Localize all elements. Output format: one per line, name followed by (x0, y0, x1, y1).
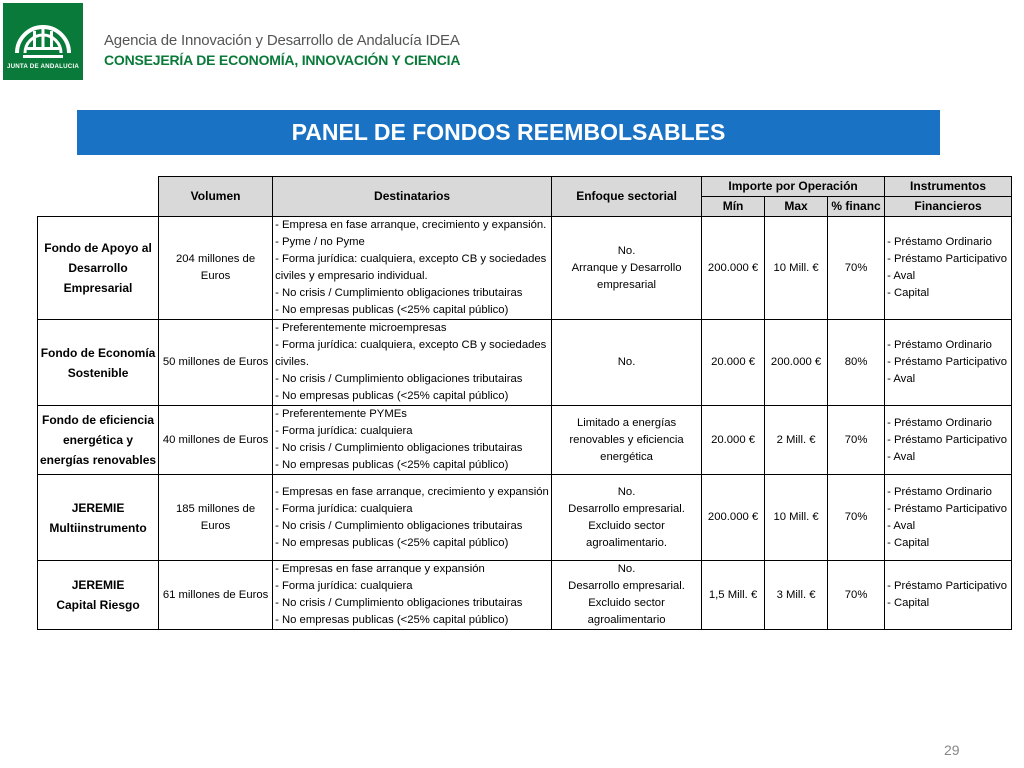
fund-enfoque (552, 320, 702, 406)
fund-instrumentos-line: - Préstamo Ordinario (887, 416, 992, 429)
fund-destinatarios-line: - No crisis / Cumplimiento obligaciones tributairas (275, 519, 523, 532)
fund-instrumentos-line: - Préstamo Participativo (887, 502, 1007, 515)
fund-enfoque (552, 217, 702, 320)
fund-instrumentos-line: - Préstamo Participativo (887, 580, 1007, 592)
fund-destinatarios (273, 406, 552, 475)
fund-enfoque-line: Desarrollo empresarial. (568, 502, 685, 515)
table-row (38, 320, 1012, 406)
fund-destinatarios-line: - Forma jurídica: cualquiera (275, 580, 413, 592)
junta-andalucia-logo (3, 3, 83, 80)
fund-max: 3 Mill. € (765, 561, 828, 630)
fund-volumen: 204 millones de Euros (159, 217, 273, 320)
fund-instrumentos (885, 217, 1012, 320)
fund-instrumentos-line: - Aval (887, 270, 916, 282)
fund-destinatarios-line: - Empresas en fase arranque, crecimiento y expansión (275, 485, 549, 498)
fund-enfoque-line: empresarial (597, 278, 657, 291)
fund-min: 200.000 € (702, 217, 765, 320)
fund-name-line: Sostenible (67, 365, 129, 380)
fund-enfoque-line: agroalimentario. (586, 536, 668, 549)
fund-name-line: energías renovables (40, 453, 157, 467)
fund-max: 10 Mill. € (765, 217, 828, 320)
fund-destinatarios-line: - No empresas publicas (<25% capital público) (275, 459, 509, 471)
fund-enfoque-line: No. (617, 356, 636, 368)
fund-instrumentos-line: - Aval (887, 450, 916, 463)
page-title: PANEL DE FONDOS REEMBOLSABLES (77, 110, 940, 155)
fund-instrumentos (885, 406, 1012, 475)
fund-name (38, 561, 159, 630)
fund-instrumentos-line: - Capital (887, 597, 930, 609)
fund-instrumentos (885, 320, 1012, 406)
funds-table (37, 176, 1012, 630)
fund-instrumentos (885, 561, 1012, 630)
fund-enfoque-line: Limitado a energías (576, 416, 677, 429)
fund-name-line: Empresarial (63, 281, 133, 295)
header-financieros: Financieros (885, 197, 1012, 217)
fund-instrumentos-line: - Préstamo Participativo (887, 433, 1007, 446)
fund-enfoque-line: No. (617, 485, 636, 498)
header-destinatarios: Destinatarios (273, 177, 552, 217)
fund-instrumentos-line: - Capital (887, 287, 930, 299)
fund-name-line: Fondo de eficiencia (42, 413, 155, 427)
fund-destinatarios-line: - Pyme / no Pyme (275, 236, 365, 248)
header-max: Max (765, 197, 828, 217)
fund-financ: 70% (828, 561, 885, 630)
fund-name-line: Desarrollo (68, 261, 128, 275)
fund-instrumentos-line: - Préstamo Ordinario (887, 485, 992, 498)
header-importe: Importe por Operación (702, 177, 885, 197)
fund-destinatarios-line: - Preferentemente microempresas (275, 322, 447, 334)
fund-name (38, 320, 159, 406)
fund-enfoque-line: energética (600, 450, 653, 463)
fund-instrumentos-line: - Capital (887, 536, 930, 549)
fund-enfoque (552, 561, 702, 630)
fund-destinatarios-line: - No crisis / Cumplimiento obligaciones tributairas (275, 597, 523, 609)
table-row (38, 475, 1012, 561)
fund-destinatarios (273, 475, 552, 561)
arch-emblem-icon (3, 3, 83, 63)
fund-max: 10 Mill. € (765, 475, 828, 561)
fund-destinatarios-line: - No crisis / Cumplimiento obligaciones tributairas (275, 287, 523, 299)
agency-name: Agencia de Innovación y Desarrollo de Andalucía IDEA (104, 32, 460, 49)
fund-destinatarios (273, 561, 552, 630)
table-row (38, 561, 1012, 630)
logo-text: JUNTA DE ANDALUCIA (6, 63, 80, 70)
table-row (38, 406, 1012, 475)
fund-enfoque-line: agroalimentario (587, 614, 666, 626)
fund-enfoque-line: No. (617, 244, 636, 257)
fund-enfoque (552, 406, 702, 475)
fund-destinatarios-line: - No empresas publicas (<25% capital público) (275, 390, 509, 402)
fund-enfoque-line: No. (617, 563, 636, 575)
header-financ: % financ (828, 197, 885, 217)
consejeria-name: CONSEJERÍA DE ECONOMÍA, INNOVACIÓN Y CIENCIA (104, 52, 461, 68)
fund-enfoque-line: Excluido sector (588, 597, 665, 609)
fund-destinatarios-line: - No empresas publicas (<25% capital público) (275, 536, 509, 549)
fund-name-line: Capital Riesgo (56, 598, 140, 612)
fund-destinatarios (273, 217, 552, 320)
fund-instrumentos-line: - Préstamo Participativo (887, 356, 1007, 368)
fund-instrumentos-line: - Aval (887, 519, 916, 532)
fund-name-line: Fondo de Economía (40, 345, 156, 360)
fund-volumen: 185 millones de Euros (159, 475, 273, 561)
header-enfoque: Enfoque sectorial (552, 177, 702, 217)
fund-destinatarios-line: - Forma jurídica: cualquiera, excepto CB y sociedades civiles y empresario individual. (275, 253, 547, 282)
fund-financ: 70% (828, 406, 885, 475)
fund-min: 200.000 € (702, 475, 765, 561)
header-min: Mín (702, 197, 765, 217)
fund-enfoque (552, 475, 702, 561)
fund-name (38, 475, 159, 561)
header-instrumentos: Instrumentos (885, 177, 1012, 197)
fund-min: 1,5 Mill. € (702, 561, 765, 630)
fund-volumen: 50 millones de Euros (159, 320, 273, 406)
fund-destinatarios (273, 320, 552, 406)
fund-min: 20.000 € (702, 406, 765, 475)
fund-name-line: energética y (63, 433, 134, 447)
page-number: 29 (944, 742, 960, 758)
fund-name (38, 406, 159, 475)
fund-destinatarios-line: - Forma jurídica: cualquiera, excepto CB y sociedades civiles. (275, 339, 547, 368)
fund-enfoque-line: Arranque y Desarrollo (571, 261, 682, 274)
fund-destinatarios-line: - Empresas en fase arranque y expansión (275, 563, 485, 575)
fund-enfoque-line: renovables y eficiencia (569, 433, 684, 446)
fund-volumen: 61 millones de Euros (159, 561, 273, 630)
table-row (38, 217, 1012, 320)
fund-destinatarios-line: - No empresas publicas (<25% capital público) (275, 304, 509, 316)
fund-destinatarios-line: - Forma jurídica: cualquiera (275, 502, 413, 515)
fund-financ: 80% (828, 320, 885, 406)
fund-destinatarios-line: - No crisis / Cumplimiento obligaciones tributairas (275, 373, 523, 385)
fund-destinatarios-line: - No empresas publicas (<25% capital público) (275, 614, 509, 626)
header-volumen: Volumen (159, 177, 273, 217)
fund-min: 20.000 € (702, 320, 765, 406)
fund-max: 2 Mill. € (765, 406, 828, 475)
fund-financ: 70% (828, 217, 885, 320)
fund-name-line: JEREMIE (71, 578, 125, 592)
fund-enfoque-line: Excluido sector (588, 519, 665, 532)
fund-instrumentos-line: - Préstamo Ordinario (887, 236, 992, 248)
fund-name-line: JEREMIE (71, 500, 125, 515)
fund-name-line: Multiinstrumento (49, 520, 147, 535)
fund-financ: 70% (828, 475, 885, 561)
fund-destinatarios-line: - Preferentemente PYMEs (275, 408, 407, 420)
fund-instrumentos-line: - Aval (887, 373, 916, 385)
fund-volumen: 40 millones de Euros (159, 406, 273, 475)
fund-instrumentos-line: - Préstamo Ordinario (887, 339, 992, 351)
fund-max: 200.000 € (765, 320, 828, 406)
fund-name (38, 217, 159, 320)
fund-enfoque-line: Desarrollo empresarial. (568, 580, 685, 592)
fund-instrumentos-line: - Préstamo Participativo (887, 253, 1007, 265)
fund-instrumentos (885, 475, 1012, 561)
fund-name-line: Fondo de Apoyo al (44, 241, 152, 255)
fund-destinatarios-line: - Forma jurídica: cualquiera (275, 425, 413, 437)
fund-destinatarios-line: - No crisis / Cumplimiento obligaciones tributairas (275, 442, 523, 454)
fund-destinatarios-line: - Empresa en fase arranque, crecimiento y expansión. (275, 219, 547, 231)
